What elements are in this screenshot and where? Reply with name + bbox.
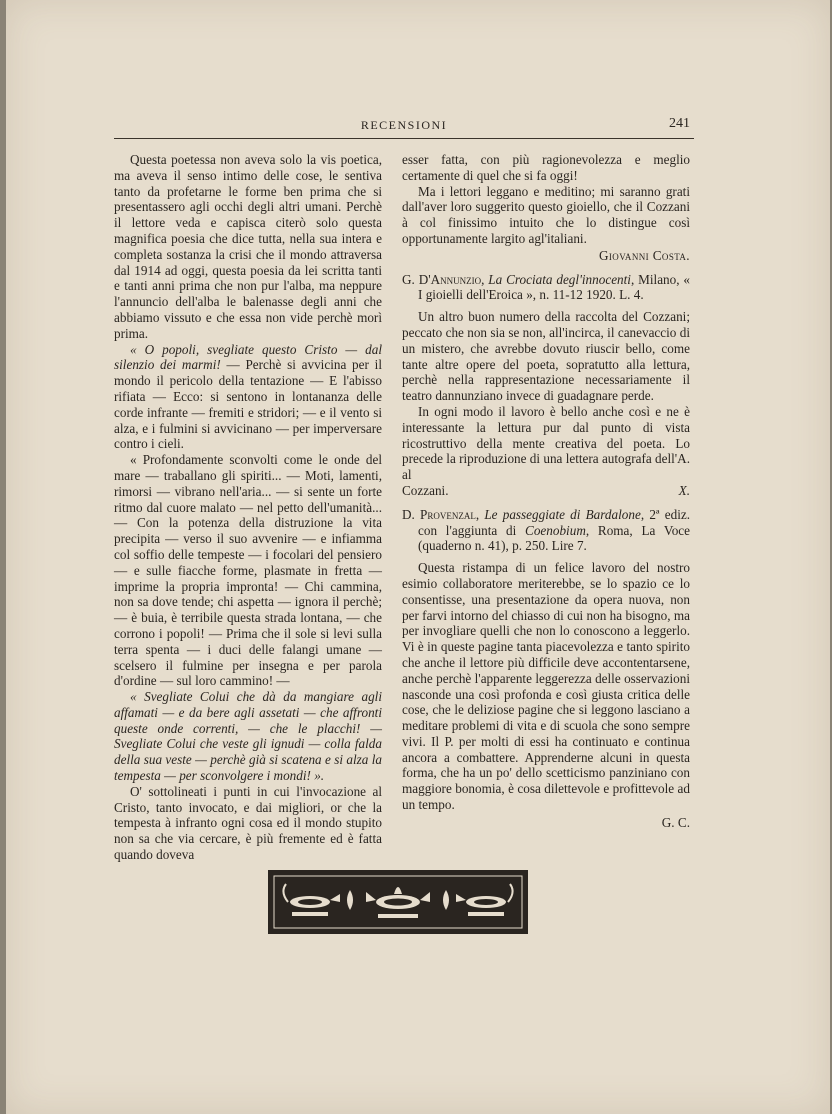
entry-details: , Roma, La Voce (quaderno n. 41), p. 250. Lire 7. [418, 522, 691, 554]
entry-title: Le passeggiate di Bardalone [484, 506, 641, 522]
signature: Giovanni Costa. [598, 247, 690, 263]
entry-author: Provenzal [420, 506, 476, 522]
paragraph-tail [402, 483, 690, 499]
paragraph: O' sottolineati i punti in cui l'invocazione al Cristo, tanto invocato, e dai migliori, or che la tempesta à infranto ogni cosa ed il mondo stupito non sa che via cercare, è più fremente ed è fatta quando doveva [114, 783, 382, 863]
left-column [114, 152, 382, 863]
right-column [402, 152, 690, 831]
signature: X. [678, 482, 690, 498]
section-title: RECENSIONI [360, 118, 448, 132]
verse-text: — Perchè si avvicina per il mondo il pericolo della tentazione — E l'abisso rifiata — Ecco: si sentono in lontananza delle corde infrante — fremiti e stridori; — e il vento si alza, e i fulmini si avvicinano — per imperversare contro i cieli. [114, 357, 382, 452]
entry-initial: D. [402, 506, 421, 522]
oil-lamp-frieze-icon [268, 870, 528, 934]
running-header [114, 116, 694, 139]
paragraph: Ma i lettori leggano e meditino; mi saranno grati dall'aver loro suggerito questo gioiello, che il Cozzani à col finissimo intuito che lo distingue così opportunamente largito agl'italiani. [402, 183, 690, 246]
paragraph: « Profondamente sconvolti come le onde del mare — traballano gli spiriti... — Moti, lamenti, rimorsi — vibrano nell'aria... — si sente un forte ritmo dal cuore malato — nel petto dell'umanità... — Con la potenza della distruzione la vita precipita — verso il suo avvenire — e infiamma col soffio delle tempeste — i focolari del pensiero — e sulle fiacche forme, plasmate in fretta — imprime la propria impronta! — Chi cammina, non sa dove tende; chi aspetta — ignora il perchè; — è buia, è terribile questa strada lontana, — che corrono i popoli! — Prima che il sole si levi sulla terra spenta — i duci delle falangi umane — scelsero il fulmine per insegna e per parola d'ordine — sul loro cammino! — [114, 452, 382, 689]
ornament-graphic [270, 872, 526, 932]
paragraph-continuation: esser fatta, con più ragionevolezza e meglio certamente di quel che si fa oggi! [402, 152, 690, 183]
page-number: 241 [669, 116, 690, 131]
tail-text: Cozzani. [402, 482, 449, 498]
paragraph: Un altro buon numero della raccolta del Cozzani; peccato che non sia se non, all'incirca, il canevaccio di un mistero, che avrebbe dovuto riuscir bello, come tante altre opere del poeta, sopratutto alla lettura, perchè nella rappresentazione necessariamente il teatro dannunziano invece di guadagnare perde. [402, 309, 690, 404]
bibliographic-entry: D. Provenzal, Le passeggiate di Bardalone, 2ª ediz. con l'aggiunta di Coenobium, Roma, La Voce (quaderno n. 41), p. 250. Lire 7. [402, 506, 691, 554]
entry-details: , 2ª ediz. con l'aggiunta di [418, 506, 691, 538]
italic-quote: « Svegliate Colui che dà da mangiare agli affamati — e da bere agli assetati — che affronti queste onde correnti, — che le placchi! — Svegliate Colui che veste gli ignudi — colla falda della sua veste — perchè già si scatena e si alza la tempesta — per sconvolgere i mondi! ». [114, 689, 382, 784]
entry-title-secondary: Coenobium [525, 522, 586, 538]
entry-details: , Milano, « I gioielli dell'Eroica », n. 11-12 1920. L. 4. [418, 271, 690, 303]
paragraph: In ogni modo il lavoro è bello anche così e ne è interessante la lettura pur dal punto di vista ricostruttivo della mente creativa del poeta. Lo precede la riproduzione di una lettera autografa dell'A. al [402, 403, 690, 483]
signature: G. C. [661, 814, 690, 830]
entry-author: D'Annunzio [418, 271, 482, 287]
entry-initial: G. [402, 271, 419, 287]
paragraph: Questa ristampa di un felice lavoro del nostro esimio collaboratore meriterebbe, se lo spazio ce lo consentisse, una presentazione da opera nuova, non per farvi intorno del chiasso di cui non ha bisogno, ma per invogliare quelli che non lo conoscono a leggerlo. Vi è in queste pagine tanta piacevolezza e tanto spirito che anche il lettore più difficile deve accontentarsene, anche perchè l'apparente leggerezza delle osservazioni nasconde una così profonda e così giusta critica delle cose, che le deliziose pagine che si leggono lasciano a meditare problemi di vita e di scuola che sono sempre vivi. Il P. per molti di essi ha continuato e continua ancora a combattere. Apprenderne alcuni in questa forma, che ha un po' dello scetticismo panziniano con maggiore bonomia, è cosa dilettevole e profittevole ad un tempo. [402, 560, 690, 813]
entry-title: La Crociata degl'innocenti [488, 271, 631, 287]
italic-verse: « O popoli, svegliate questo Cristo — dal silenzio dei marmi! [114, 341, 382, 373]
bibliographic-entry: G. D'Annunzio, La Crociata degl'innocenti, Milano, « I gioielli dell'Eroica », n. 11-12 1920. L. 4. [402, 271, 690, 303]
paragraph [114, 342, 382, 453]
page [6, 0, 830, 1114]
paragraph: Questa poetessa non aveva solo la vis poetica, ma aveva il senso intimo delle cose, le sentiva tanto da profetarne le forme ben prima che si presentassero agli occhi degli altri umani. Perchè il lettore veda e capisca citerò solo questa magnifica poesia che dice tutta, nella sua intera e completa sostanza la crisi che il mondo attraversa dal 1914 ad oggi, questa poesia da lei scritta tanti e tanti anni prima che non pur l'alba, ma neppure l'annuncio dell'alba le balenasse degli anni che abbiamo vissuto e che essa non vide perchè morì prima. [114, 152, 382, 341]
